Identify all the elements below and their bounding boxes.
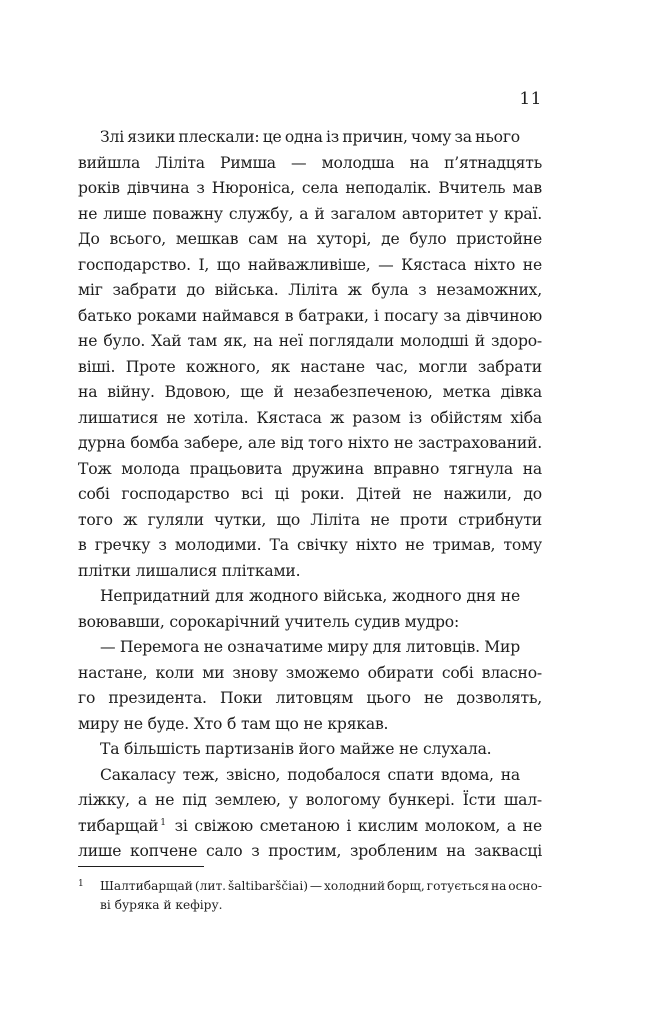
footnote-reference[interactable]: 1 [160, 817, 166, 828]
text-line: Тож молода працьовита дружина вправно тягнула на [78, 459, 542, 478]
text-line: в гречку з молодими. Та свічку ніхто не тримав, тому [78, 536, 542, 554]
text-line: До всього, мешкав сам на хуторі, де було пристойне [78, 230, 542, 248]
text-line: лишатися не хотіла. Кястаса ж разом із обійстям хіба [78, 408, 542, 427]
page-number: 11 [519, 89, 542, 109]
text-line: — Перемога не означатиме миру для литовців. Мир [100, 638, 520, 656]
main-text [78, 125, 542, 865]
text-line: не було. Хай там як, на неї поглядали молодші й здоро- [78, 332, 542, 350]
text-line: Злі язики плескали: це одна із причин, чому за нього [100, 128, 520, 146]
text-line-with-footnote [78, 814, 542, 840]
text-line: міг забрати до війська. Ліліта ж була з незаможних, [78, 281, 542, 299]
text-line: плітки лишалися плітками. [78, 561, 301, 580]
text-line: Та більшість партизанів його майже не слухала. [100, 740, 492, 758]
text-fragment: зі свіжою сметаною і кислим молоком, а не [174, 816, 542, 835]
footnote-text [100, 877, 542, 915]
text-line: миру не буде. Хто б там що не крякав. [78, 714, 389, 733]
footnote-line: ві буряка й кефіру. [100, 898, 223, 912]
text-line: дурна бомба забере, але від того ніхто не застрахований. [78, 434, 542, 452]
text-line: не лише поважну службу, а й загалом авторитет у краї. [78, 204, 542, 223]
footnote-line: Шалтибарщай (лит. šaltibarščiai) — холодний борщ, готується на осно- [100, 879, 542, 893]
text-line: років дівчина з Нюроніса, села неподалік. Вчитель мав [78, 179, 542, 197]
text-line: ліжку, а не під землею, у вологому бункері. Їсти шал- [78, 791, 542, 809]
text-line: воювавши, сорокарічний учитель судив мудро: [78, 612, 460, 631]
text-line: того ж гуляли чутки, що Ліліта не проти стрибнути [78, 510, 542, 529]
text-line: батько роками наймався в батраки, і посагу за дівчиною [78, 306, 542, 325]
text-line: собі господарство всі ці роки. Дітей не нажили, до [78, 485, 542, 503]
text-line: на війну. Вдовою, ще й незабезпеченою, метка дівка [78, 383, 542, 401]
footnote [78, 877, 542, 915]
text-line: настане, коли ми знову зможемо обирати собі власно- [78, 663, 542, 682]
text-line: вийшла Ліліта Римша — молодша на п’ятнадцять [78, 153, 542, 172]
text-line: господарство. І, що найважливіше, — Кястаса ніхто не [78, 255, 542, 274]
text-line: Сакаласу теж, звісно, подобалося спати вдома, на [100, 765, 520, 784]
text-line: го президента. Поки литовцям цього не дозволять, [78, 689, 542, 707]
text-fragment: тибарщай [78, 816, 159, 835]
footnote-divider [78, 866, 204, 867]
text-line: лише копчене сало з простим, зробленим на заквасці [78, 842, 542, 860]
text-line: віші. Проте кожного, як настане час, могли забрати [78, 357, 542, 376]
footnote-number: 1 [78, 879, 84, 889]
text-line: Непридатний для жодного війська, жодного дня не [100, 587, 520, 605]
